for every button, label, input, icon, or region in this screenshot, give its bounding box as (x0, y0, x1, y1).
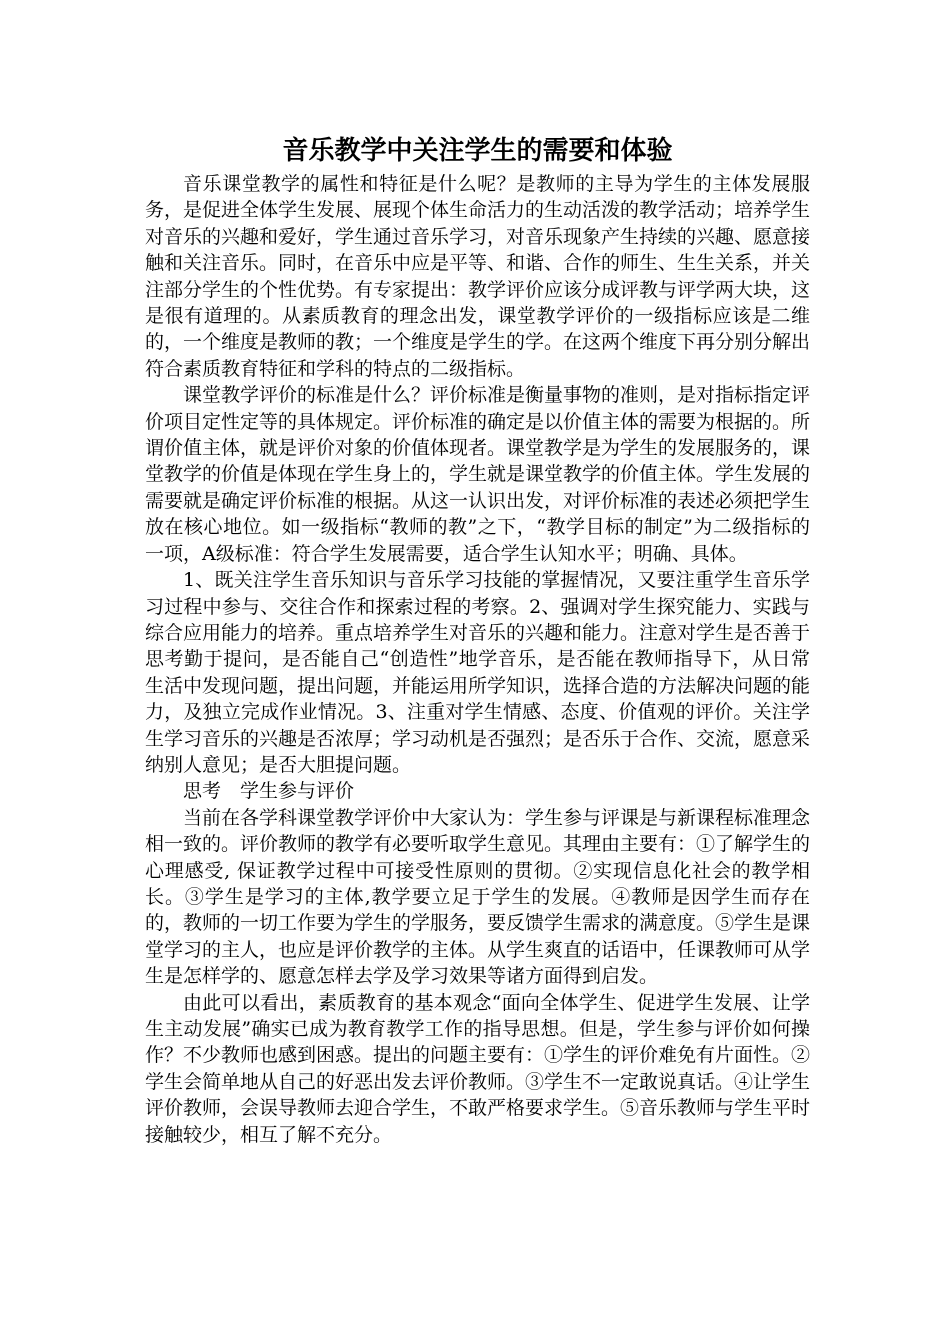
paragraph-1: 音乐课堂教学的属性和特征是什么呢？是教师的主导为学生的主体发展服务，是促进全体学生发展、展现个体生命活力的生动活泼的教学活动；培养学生对音乐的兴趣和爱好，学生通过音乐学习，对音乐现象产生持续的兴趣、愿意接触和关注音乐。同时，在音乐中应是平等、和谐、合作的师生、生生关系，并关注部分学生的个性优势。有专家提出：教学评价应该分成评教与评学两大块，这是很有道理的。从素质教育的理念出发，课堂教学评价的一级指标应该是二维的，一个维度是教师的教；一个维度是学生的学。在这两个维度下再分别分解出符合素质教育特征和学科的特点的二级指标。 (145, 173, 811, 380)
document-page (145, 133, 810, 1148)
paragraph-3: 1、既关注学生音乐知识与音乐学习技能的掌握情况，又要注重学生音乐学习过程中参与、交往合作和探索过程的考察。2、强调对学生探究能力、实践与综合应用能力的培养。重点培养学生对音乐的兴趣和能力。注意对学生是否善于思考勤于提问，是否能自己“创造性”地学音乐，是否能在教师指导下，从日常生活中发现问题，提出问题，并能运用所学知识，选择合造的方法解决问题的能力，及独立完成作业情况。3、注重对学生情感、态度、价值观的评价。关注学生学习音乐的兴趣是否浓厚；学习动机是否强烈；是否乐于合作、交流，愿意采纳别人意见；是否大胆提问题。 (145, 569, 811, 776)
paragraph-2: 课堂教学评价的标准是什么？评价标准是衡量事物的准则，是对指标指定评价项目定性定等的具体规定。评价标准的确定是以价值主体的需要为根据的。所谓价值主体，就是评价对象的价值体现者。课堂教学是为学生的发展服务的，课堂教学的价值是体现在学生身上的，学生就是课堂教学的价值主体。学生发展的需要就是确定评价标准的根据。从这一认识出发，对评价标准的表述必须把学生放在核心地位。如一级指标“教师的教”之下，“教学目标的制定”为二级指标的一项，A级标准：符合学生发展需要，适合学生认知水平；明确、具体。 (145, 384, 811, 565)
paragraph-4: 当前在各学科课堂教学评价中大家认为：学生参与评课是与新课程标准理念相一致的。评价教师的教学有必要听取学生意见。其理由主要有：①了解学生的心理感受, 保证教学过程中可接受性原则的贯彻。②实现信息化社会的教学相长。③学生是学习的主体,教学要立足于学生的发展。④教师是因学生而存在的，教师的一切工作要为学生的学服务，要反馈学生需求的满意度。⑤学生是课堂学习的主人，也应是评价教学的主体。从学生爽直的话语中，任课教师可从学生是怎样学的、愿意怎样去学及学习效果等诸方面得到启发。 (145, 806, 811, 988)
paragraph-5: 由此可以看出，素质教育的基本观念“面向全体学生、促进学生发展、让学生主动发展”确实已成为教育教学工作的指导思想。但是，学生参与评价如何操作？不少教师也感到困惑。提出的问题主要有：①学生的评价难免有片面性。②学生会简单地从自己的好恶出发去评价教师。③学生不一定敢说真话。④让学生评价教师，会误导教师去迎合学生，不敢严格要求学生。⑤音乐教师与学生平时接触较少，相互了解不充分。 (145, 991, 811, 1146)
document-title: 音乐教学中关注学生的需要和体验 (282, 136, 673, 166)
section-subheading: 思考 学生参与评价 (183, 780, 355, 803)
